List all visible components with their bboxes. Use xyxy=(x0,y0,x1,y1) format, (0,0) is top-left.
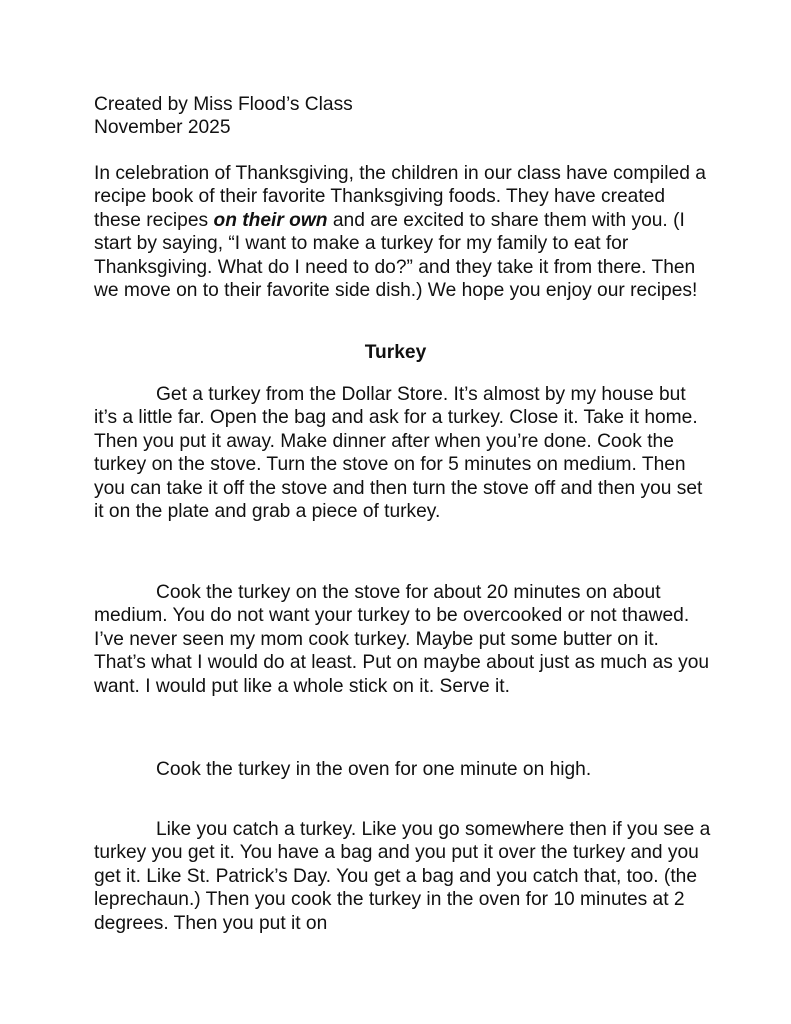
recipe-text-2: Cook the turkey on the stove for about 20 minutes on about medium. You do not want your turkey to be overcooked or not thawed. I’ve never seen my mom cook turkey. Maybe put some butter on it. That’s what I would do at least. Put on maybe about just as much as you want. I would put like a whole stick on it. Serve it. xyxy=(94,582,710,697)
section-title: Turkey xyxy=(364,342,427,363)
recipe-paragraph-1 xyxy=(94,383,714,523)
recipe-paragraph-4 xyxy=(94,818,714,935)
intro-text-2: and are excited to share them with you. (I start by saying, “I want to make a turkey for my family to eat for Thanksgiving. What do I need to do?” and they take it from there. Then we move on to their favorite side dish.) We hope you enjoy our recipes! xyxy=(94,209,698,302)
header-block xyxy=(94,93,714,140)
intro-emphasis: on their own xyxy=(213,209,328,231)
intro-paragraph xyxy=(94,162,714,302)
created-by-line: Created by Miss Flood’s Class xyxy=(94,94,353,115)
recipe-text-4: Like you catch a turkey. Like you go somewhere then if you see a turkey you get it. You have a bag and you put it over the turkey and you get it. Like St. Patrick’s Day. You get a bag and you catch that, too. (the leprechaun.) Then you cook the turkey in the oven for 10 minutes at 2 degrees. Then you put it on xyxy=(94,819,711,934)
recipe-text-1: Get a turkey from the Dollar Store. It’s almost by my house but it’s a little far. Open the bag and ask for a turkey. Close it. Take it home. Then you put it away. Make dinner after when you’re done. Cook the turkey on the stove. Turn the stove on for 5 minutes on medium. Then you can take it off the stove and then turn the stove off and then you set it on the plate and grab a piece of turkey. xyxy=(94,384,703,523)
recipe-text-3: Cook the turkey in the oven for one minute on high. xyxy=(156,759,592,780)
intro-text-1: In celebration of Thanksgiving, the children in our class have compiled a recipe book of their favorite Thanksgiving foods. They have created these recipes xyxy=(94,163,706,231)
recipe-paragraph-2 xyxy=(94,581,714,698)
recipe-paragraph-3 xyxy=(94,758,714,781)
date-line: November 2025 xyxy=(94,117,231,139)
